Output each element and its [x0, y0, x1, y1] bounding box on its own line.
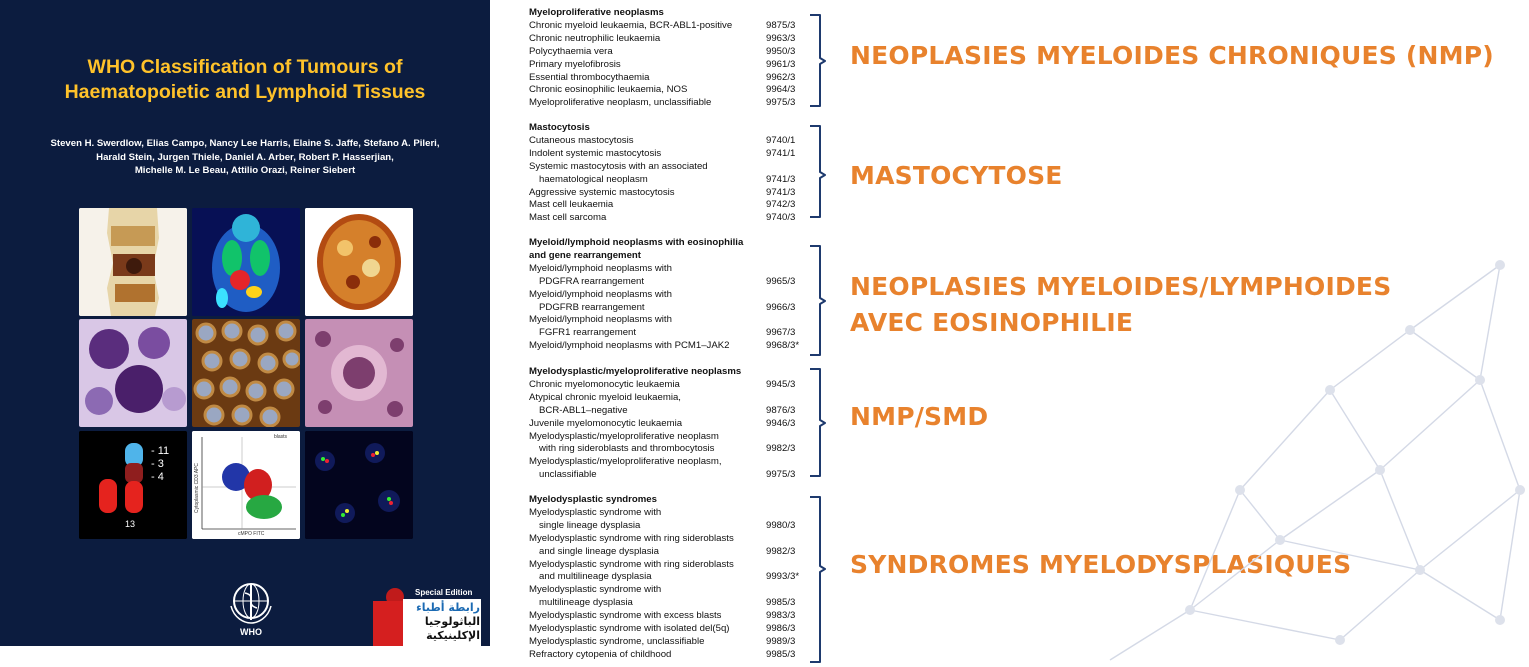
icd-o-code: 9876/3	[766, 404, 796, 416]
list-item: Myelodysplastic syndrome with ring sideroblasts	[529, 558, 734, 570]
list-item: PDGFRB rearrangement	[539, 301, 645, 313]
icd-o-code: 9963/3	[766, 32, 796, 44]
blood-smear-image	[79, 319, 187, 427]
icd-o-code: 9964/3	[766, 84, 796, 96]
list-item: multilineage dysplasia	[539, 597, 633, 609]
list-item: Myelodysplastic syndrome with isolated del(5q)	[529, 623, 730, 634]
list-item: Myeloid/lymphoid neoplasms with	[529, 288, 672, 300]
cover-title-line-1: WHO Classification of Tumours of	[87, 56, 403, 78]
karyotype-label-11: - 11	[151, 445, 170, 457]
icd-o-code: 9875/3	[766, 19, 796, 31]
group-heading: Myelodysplastic/myeloproliferative neoplasms	[529, 366, 742, 377]
brace-mastocytose	[810, 126, 825, 217]
icd-o-code: 9980/3	[766, 519, 796, 531]
karyotype-image	[79, 431, 187, 539]
list-item: Polycythaemia vera	[529, 45, 613, 57]
icd-o-code: 9983/3	[766, 610, 796, 622]
icd-o-code: 9975/3	[766, 97, 796, 109]
list-item: Myeloproliferative neoplasm, unclassifiable	[529, 97, 712, 109]
arabic-text	[408, 601, 480, 643]
icd-o-code: 9989/3	[766, 635, 796, 647]
who-emblem-icon	[228, 578, 274, 624]
cover-authors	[0, 137, 490, 178]
list-item: Cutaneous mastocytosis	[529, 134, 634, 146]
group-heading: Myeloid/lymphoid neoplasms with eosinophilia	[529, 237, 744, 248]
arabic-line-2: الباثولوجيا	[424, 615, 480, 628]
list-item: Indolent systemic mastocytosis	[529, 147, 662, 159]
icd-o-code: 9967/3	[766, 327, 796, 339]
icd-o-code: 9740/3	[766, 212, 796, 224]
icd-o-code: 9982/3	[766, 545, 796, 557]
fish-image	[305, 431, 413, 539]
spine-section-image	[79, 208, 187, 316]
list-item: Myelodysplastic/myeloproliferative neoplasm,	[529, 456, 722, 468]
icd-o-code: 9982/3	[766, 443, 796, 455]
karyotype-label-3: - 3	[151, 458, 164, 470]
arabic-line-1: رابطة أطباء	[416, 601, 480, 614]
classification-list	[529, 0, 829, 667]
icd-o-code: 9961/3	[766, 58, 796, 70]
list-item: Mast cell leukaemia	[529, 199, 614, 211]
list-item: with ring sideroblasts and thrombocytosis	[539, 443, 715, 455]
list-item: FGFR1 rearrangement	[539, 327, 637, 339]
list-item: single lineage dysplasia	[539, 519, 641, 531]
label-eosino-line-1: NEOPLASIES MYELOIDES/LYMPHOIDES	[850, 272, 1392, 301]
group-heading: Mastocytosis	[529, 122, 590, 133]
list-item: Refractory cytopenia of childhood	[529, 648, 672, 660]
network-decoration	[1080, 240, 1529, 667]
flow-title: blasts	[274, 434, 288, 440]
icd-o-code: 9950/3	[766, 45, 796, 57]
list-item: Myelodysplastic syndrome with ring sideroblasts	[529, 532, 734, 544]
icd-o-code: 9741/3	[766, 173, 796, 185]
list-item: and multilineage dysplasia	[539, 571, 652, 583]
karyotype-label-4: - 4	[151, 471, 164, 483]
group-heading: Myelodysplastic syndromes	[529, 494, 657, 505]
brace-eosino	[810, 246, 825, 355]
list-item: Systemic mastocytosis with an associated	[529, 160, 708, 172]
brace-nmp-smd	[810, 369, 825, 476]
book-cover	[0, 0, 490, 646]
list-item: Primary myelofibrosis	[529, 58, 621, 70]
list-item: Chronic eosinophilic leukaemia, NOS	[529, 84, 688, 96]
list-item: Chronic neutrophilic leukaemia	[529, 32, 661, 44]
list-item: Myelodysplastic syndrome with	[529, 584, 662, 596]
label-nmp: NEOPLASIES MYELOIDES CHRONIQUES (NMP)	[850, 41, 1494, 70]
icd-o-code: 9740/1	[766, 134, 796, 146]
list-item: Aggressive systemic mastocytosis	[529, 186, 675, 198]
group-heading: Myeloproliferative neoplasms	[529, 7, 664, 18]
icd-o-code: 9975/3	[766, 469, 796, 481]
list-item: Myelodysplastic syndrome with	[529, 506, 662, 518]
icd-o-code: 9742/3	[766, 199, 796, 211]
list-item: Myelodysplastic/myeloproliferative neoplasm	[529, 430, 719, 442]
authors-line-3: Michelle M. Le Beau, Attilio Orazi, Reiner Siebert	[134, 165, 356, 176]
list-item: Myeloid/lymphoid neoplasms with PCM1–JAK2	[529, 340, 730, 352]
brace-smd	[810, 497, 825, 662]
list-item: BCR-ABL1–negative	[539, 404, 628, 416]
list-item: PDGFRA rearrangement	[539, 275, 645, 287]
immunohistochemistry-image	[192, 319, 300, 427]
icd-o-code: 9985/3	[766, 597, 796, 609]
list-item: Myelodysplastic syndrome, unclassifiable	[529, 635, 705, 647]
list-item: Essential thrombocythaemia	[529, 71, 650, 83]
label-smd: SYNDROMES MYELODYSPLASIQUES	[850, 550, 1352, 579]
arabic-line-3: الإكلينيكية	[426, 629, 480, 642]
label-nmp-smd: NMP/SMD	[850, 402, 989, 431]
who-label: WHO	[240, 627, 262, 637]
pet-scan-image	[192, 208, 300, 316]
icd-o-code: 9962/3	[766, 71, 796, 83]
authors-line-1: Steven H. Swerdlow, Elias Campo, Nancy Lee Harris, Elaine S. Jaffe, Stefano A. Pileri,	[50, 138, 440, 149]
icd-o-code: 9965/3	[766, 275, 796, 287]
authors-line-2: Harald Stein, Jurgen Thiele, Daniel A. Arber, Robert P. Hasserjian,	[96, 151, 394, 163]
list-item: Myelodysplastic syndrome with excess blasts	[529, 610, 722, 622]
list-item: Mast cell sarcoma	[529, 212, 607, 224]
list-item: Atypical chronic myeloid leukaemia,	[529, 391, 681, 403]
flow-y-axis-label: Cytoplasmic CD3 APC	[194, 462, 200, 513]
list-item: unclassifiable	[539, 469, 597, 481]
flow-cytometry-image	[192, 431, 300, 539]
icd-o-code: 9741/1	[766, 147, 796, 159]
group-heading-continued: and gene rearrangement	[529, 249, 641, 261]
icd-o-code: 9946/3	[766, 417, 796, 429]
label-eosino-line-2: AVEC EOSINOPHILIE	[850, 308, 1134, 337]
list-item: Chronic myelomonocytic leukaemia	[529, 378, 680, 390]
special-edition-label: Special Edition	[415, 588, 473, 597]
cover-title-line-2: Haematopoietic and Lymphoid Tissues	[64, 81, 426, 103]
chromosome-label: 13	[125, 519, 136, 529]
icd-o-code: 9966/3	[766, 301, 796, 313]
icd-o-code: 9993/3*	[766, 571, 800, 583]
brace-nmp	[810, 15, 825, 106]
list-item: and single lineage dysplasia	[539, 545, 660, 557]
icd-o-code: 9986/3	[766, 623, 796, 634]
list-item: Myeloid/lymphoid neoplasms with	[529, 262, 672, 274]
flow-x-axis-label: cMPO FITC	[238, 531, 265, 537]
label-mastocytose: MASTOCYTOSE	[850, 161, 1063, 190]
icd-o-code: 9968/3*	[766, 340, 800, 352]
icd-o-code: 9985/3	[766, 648, 796, 660]
icd-o-code: 9945/3	[766, 378, 796, 390]
spleen-specimen-image	[305, 208, 413, 316]
list-item: Chronic myeloid leukaemia, BCR-ABL1-positive	[529, 19, 733, 31]
icd-o-code: 9741/3	[766, 186, 796, 198]
grouping-braces	[810, 0, 840, 667]
cover-title	[0, 55, 490, 105]
histology-image	[305, 319, 413, 427]
list-item: haematological neoplasm	[539, 173, 648, 185]
list-item: Juvenile myelomonocytic leukaemia	[529, 417, 683, 429]
list-item: Myeloid/lymphoid neoplasms with	[529, 314, 672, 326]
